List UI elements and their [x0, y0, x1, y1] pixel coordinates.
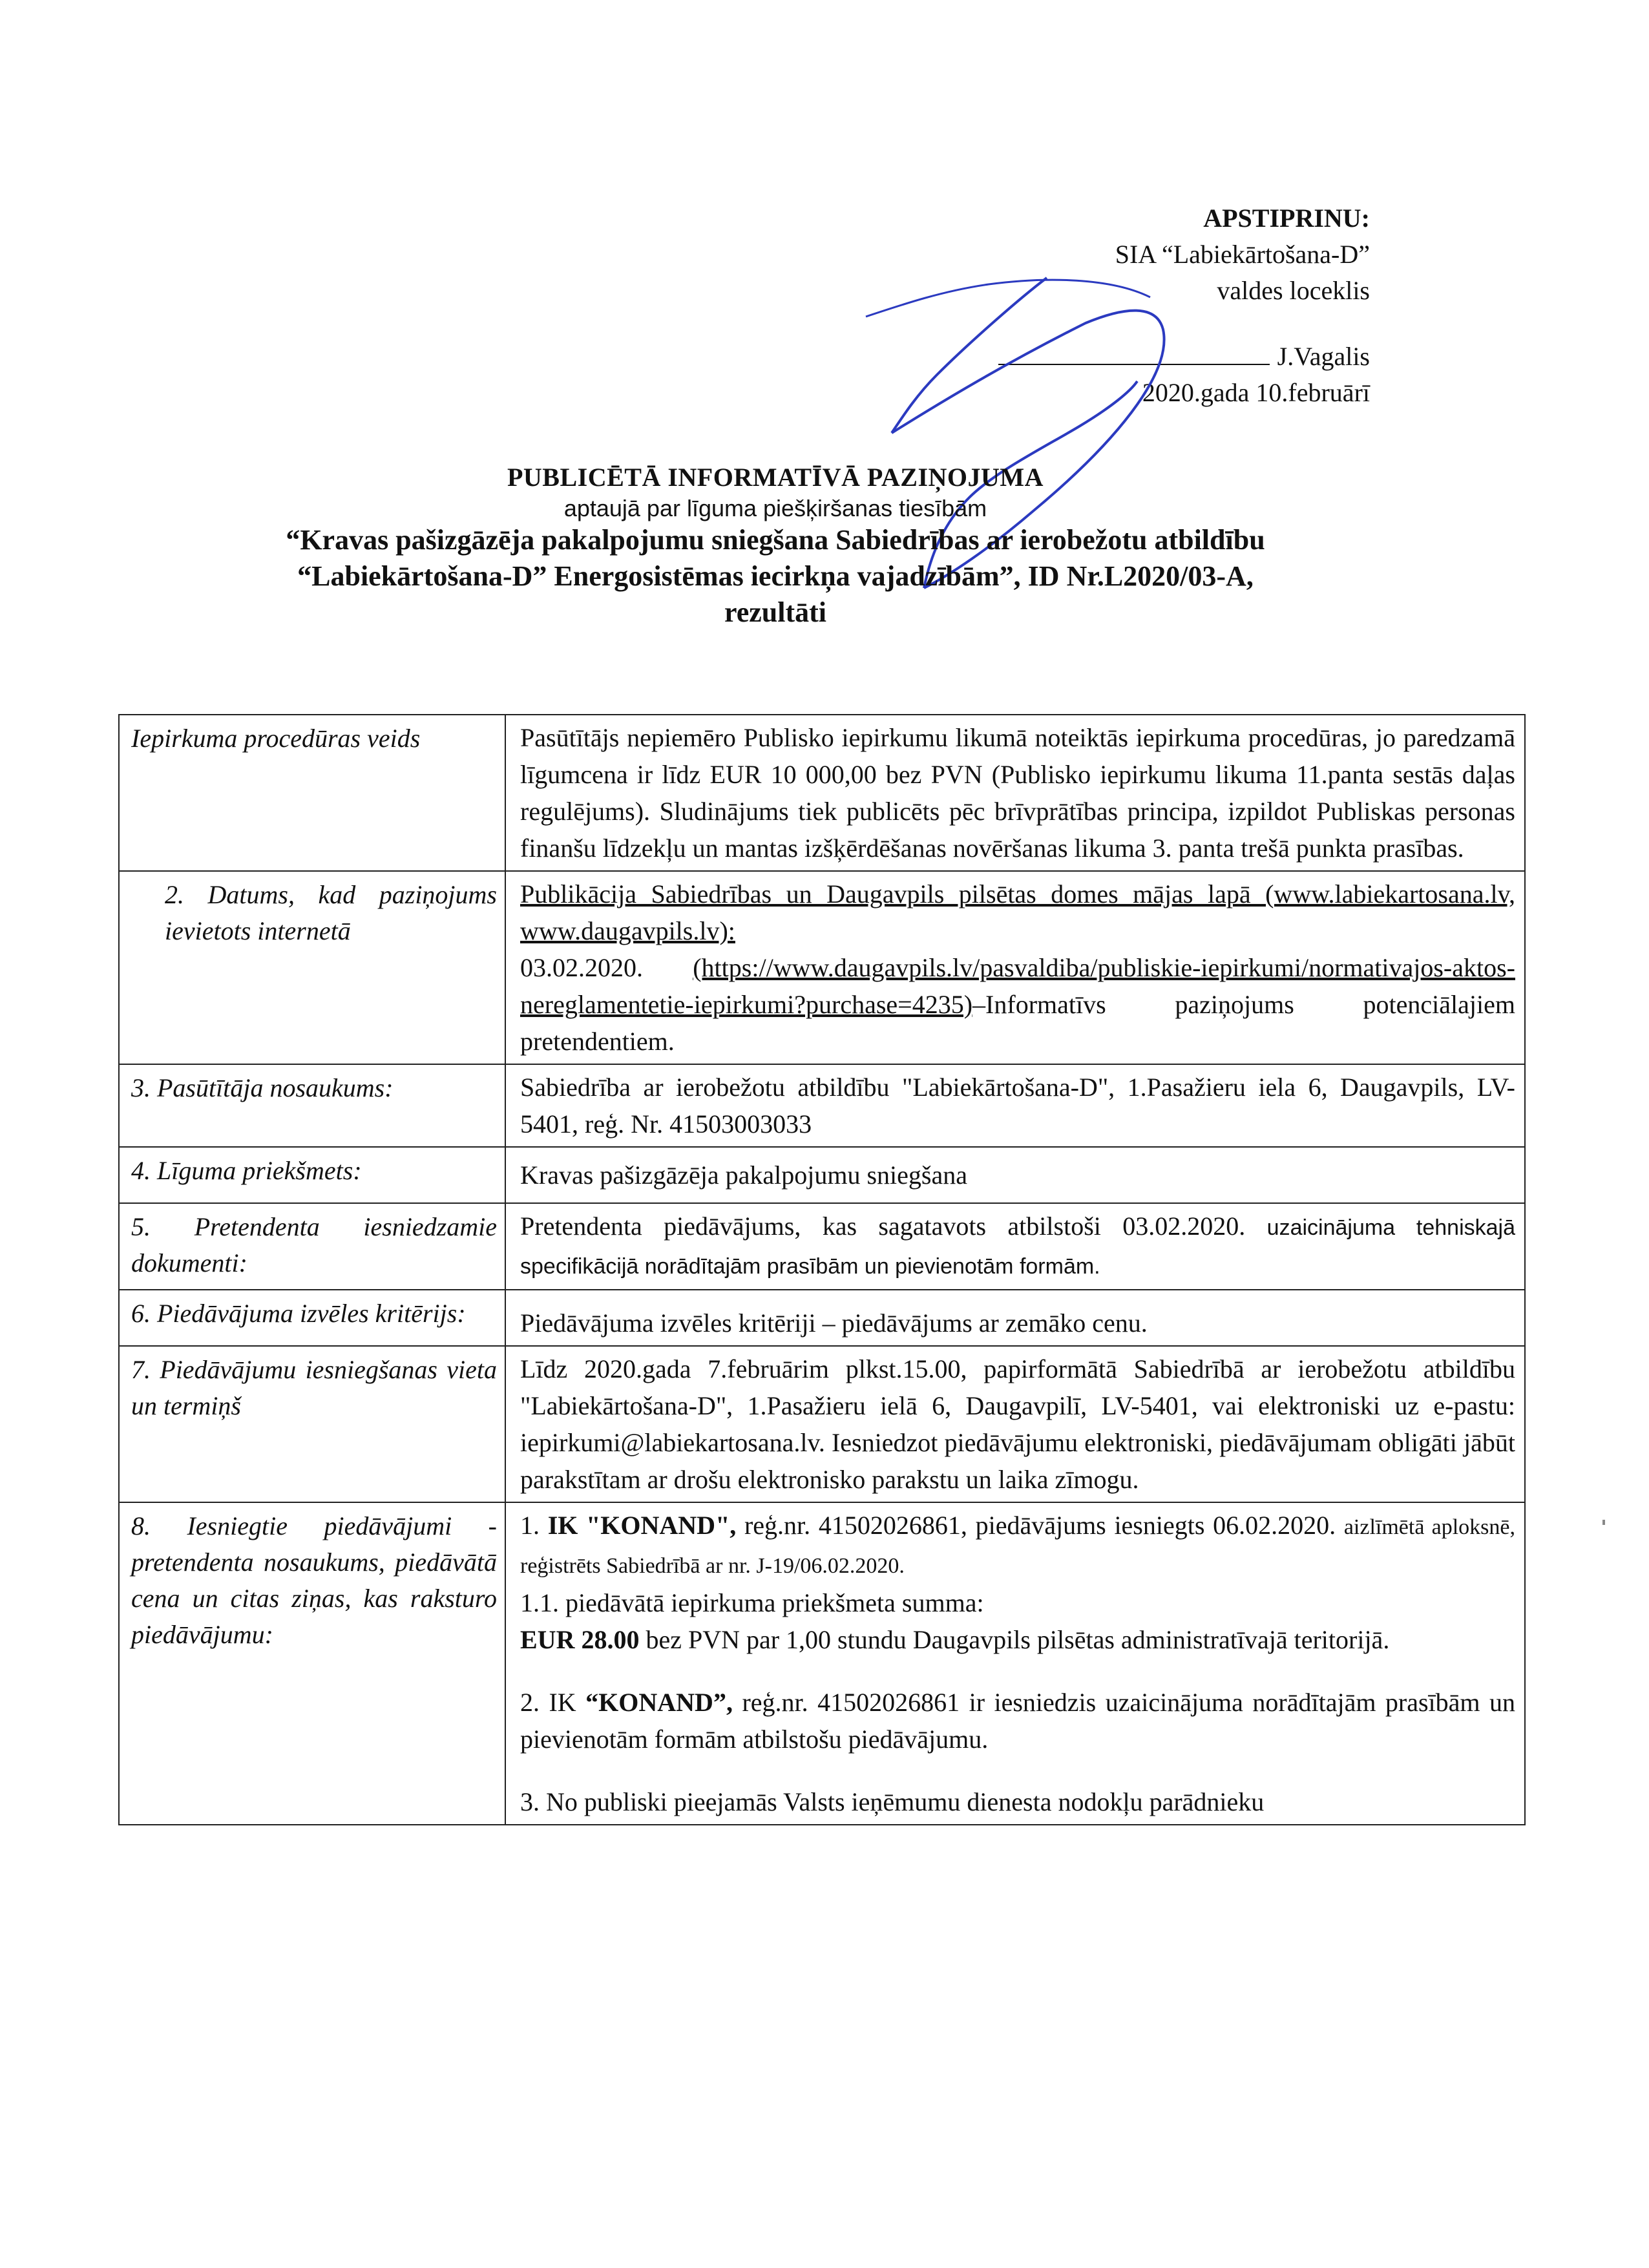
- table-row: [119, 715, 1525, 871]
- offer-2-number: 2. IK: [520, 1688, 576, 1717]
- heading-line-1: PUBLICĒTĀ INFORMATĪVĀ PAZIŅOJUMA: [507, 463, 1044, 492]
- offer-1-1: 1.1. piedāvātā iepirkuma priekšmeta summa:: [520, 1588, 984, 1617]
- table-row: [119, 1064, 1525, 1147]
- publication-link[interactable]: (https://www.daugavpils.lv/pasvaldiba/publiskie-iepirkumi/normativajos-aktos-nereglamentetie-iepirkumi?purchase=4235): [520, 953, 1515, 1019]
- table-row: [119, 871, 1525, 1064]
- offer-2-details: reģ.nr. 41502026861 ir iesniedzis uzaicinājuma norādītajām prasībām un pievienotām formām atbilstošu piedāvājumu.: [520, 1688, 1516, 1754]
- offer-2: [520, 1684, 1515, 1758]
- table-row: [119, 1502, 1525, 1825]
- row-value: [505, 1502, 1525, 1825]
- row-value: Pasūtītājs nepiemēro Publisko iepirkumu likumā noteiktās iepirkuma procedūras, jo paredzamā līgumcena ir līdz EUR 10 000,00 bez PVN (Publisko iepirkumu likuma 11.panta sestās daļas regulējums). Sludinājums tiek publicēts pēc brīvprātības principa, izpildot Publiskas personas finanšu līdzekļu un mantas izšķērdēšanas novēršanas likuma 3. panta trešā punkta prasības.: [505, 715, 1525, 871]
- title-block: [194, 460, 1357, 631]
- row-label: 6. Piedāvājuma izvēles kritērijs:: [119, 1290, 505, 1346]
- row-label: 5. Pretendenta iesniedzamie dokumenti:: [119, 1203, 505, 1290]
- table-row: [119, 1147, 1525, 1203]
- offer-1: [520, 1507, 1515, 1584]
- row-label: 2. Datums, kad paziņojums ievietots internetā: [119, 871, 505, 1064]
- row-value: Kravas pašizgāzēja pakalpojumu sniegšana: [505, 1147, 1525, 1203]
- heading-line-4: “Labiekārtošana-D” Energosistēmas iecirkņa vajadzībām”, ID Nr.L2020/03-A,: [297, 560, 1254, 592]
- row-value: Sabiedrība ar ierobežotu atbildību "Labiekārtošana-D", 1.Pasažieru iela 6, Daugavpils, LV-5401, reģ. Nr. 41503003033: [505, 1064, 1525, 1147]
- approval-signer: J.Vagalis: [1277, 342, 1370, 371]
- publication-date: 03.02.2020.: [520, 953, 643, 982]
- documents-text-b: uzaicinājuma tehniskajā specifikācijā norādītajām prasībām un pievienotām formām.: [520, 1215, 1516, 1279]
- approval-date: 2020.gada 10.februārī: [1142, 378, 1370, 407]
- row-label: 4. Līguma priekšmets:: [119, 1147, 505, 1203]
- offer-2-name: “KONAND”,: [585, 1688, 733, 1717]
- info-table: [118, 714, 1526, 1825]
- heading-line-3: “Kravas pašizgāzēja pakalpojumu sniegšana Sabiedrības ar ierobežotu atbildību: [286, 524, 1265, 556]
- row-label: Iepirkuma procedūras veids: [119, 715, 505, 871]
- table-row: [119, 1290, 1525, 1346]
- row-label: 7. Piedāvājumu iesniegšanas vieta un termiņš: [119, 1346, 505, 1502]
- row-label: 3. Pasūtītāja nosaukums:: [119, 1064, 505, 1147]
- approval-position: valdes loceklis: [1217, 276, 1370, 305]
- offer-1-details: reģ.nr. 41502026861, piedāvājums iesniegts 06.02.2020.: [744, 1511, 1336, 1540]
- offer-3: 3. No publiski pieejamās Valsts ieņēmumu dienesta nodokļu parādnieku: [520, 1787, 1265, 1816]
- heading-line-2: aptaujā par līguma piešķiršanas tiesībām: [563, 495, 987, 521]
- signature-underline: [998, 344, 1270, 365]
- approval-block: [788, 200, 1370, 411]
- row-value: Piedāvājuma izvēles kritēriji – piedāvājums ar zemāko cenu.: [505, 1290, 1525, 1346]
- approval-title: APSTIPRINU:: [1203, 204, 1370, 233]
- row-label: 8. Iesniegtie piedāvājumi - pretendenta nosaukums, piedāvātā cena un citas ziņas, kas raksturo piedāvājumu:: [119, 1502, 505, 1825]
- heading-line-5: rezultāti: [724, 596, 827, 628]
- offer-price-value: EUR 28.00: [520, 1625, 640, 1654]
- publication-tail: –Informatīvs paziņojums potenciālajiem pretendentiem.: [520, 990, 1515, 1056]
- documents-text-a: Pretendenta piedāvājums, kas sagatavots atbilstoši 03.02.2020.: [520, 1212, 1246, 1241]
- offer-1-number: 1.: [520, 1511, 540, 1540]
- row-value: [505, 871, 1525, 1064]
- publication-text: Publikācija Sabiedrības un Daugavpils pilsētas domes mājas lapā (www.labiekartosana.lv, www.daugavpils.lv):: [520, 879, 1515, 945]
- table-row: [119, 1203, 1525, 1290]
- offer-price: [520, 1621, 1515, 1658]
- row-value: [505, 1203, 1525, 1290]
- table-row: [119, 1346, 1525, 1502]
- signature-line: [998, 339, 1370, 375]
- approval-company: SIA “Labiekārtošana-D”: [1115, 240, 1370, 269]
- offer-1-registration: aizlīmētā aploksnē, reģistrēts Sabiedrībā ar nr. J-19/06.02.2020.: [520, 1515, 1515, 1578]
- offer-1-name: IK "KONAND",: [547, 1511, 737, 1540]
- scan-speck: [1602, 1520, 1605, 1525]
- row-value: Līdz 2020.gada 7.februārim plkst.15.00, papirformātā Sabiedrībā ar ierobežotu atbildību "Labiekārtošana-D", 1.Pasažieru ielā 6, Daugavpilī, LV-5401, vai elektroniski uz e-pastu: iepirkumi@labiekartosana.lv. Iesniedzot piedāvājumu elektroniski, piedāvājumam obligāti jābūt parakstītam ar drošu elektronisko parakstu un laika zīmogu.: [505, 1346, 1525, 1502]
- offer-price-description: bez PVN par 1,00 stundu Daugavpils pilsētas administratīvajā teritorijā.: [646, 1625, 1390, 1654]
